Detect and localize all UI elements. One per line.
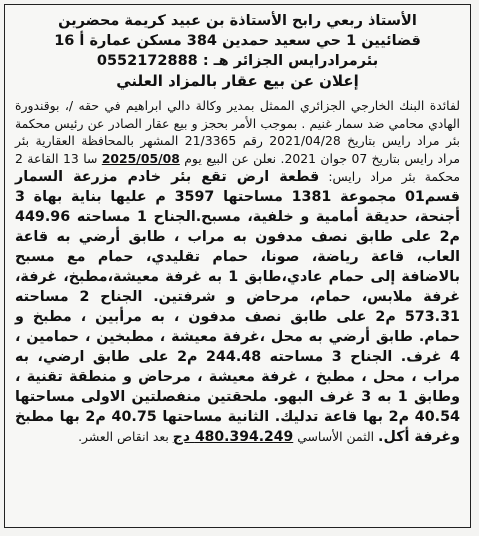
notice-body	[15, 97, 460, 447]
notice-title: إعلان عن بيع عقار بالمزاد العلني	[116, 72, 359, 90]
base-price-value: 480.394.249 دج	[172, 429, 294, 446]
base-price-suffix: بعد انقاص العشر.	[78, 429, 169, 445]
property-description: قطعة ارض تقع بئر خادم مزرعة السمار قسم01 مجموعة 1381 مساحتها 3597 م عليها بناية بهاة 3 أجنحة، حديقة أمامية و خلفية، مسبح.الجناح 1 مساحته 449.96 م2 على طابق نصف مدفون به مراب ، طابق أرضي به قاعة العاب، قاعة رياضة، صونا، حمام تقليدي، حمام مع مسبح بالاضافة إلى حمام عادي،طابق 1 به غرفة معيشة،مطبخ، غرفة، غرفة ملابس، حمام، مرحاض و شرفتين. الجناح 2 مساحته 573.31 م2 على طابق نصف مدفون ، به مرأبين ، مطبخ و حمام. طابق أرضي به محل ،غرفة معيشة ، مطبخين ، حمامين ، 4 غرف. الجناح 3 مساحته 244.48 م2 على طابق ارضي، به مراب ، محل ، مطبخ ، غرفة معيشة ، مرحاض و منطقة تقنية ، وطابق 1 به 3 غرف البهو. ملحقتين منفصلتين الاولى مساحتها 40.54 م2 بها قاعة تدليك. الثانية مساحتها 40.75 م2 بها مطبخ وغرفة أكل.	[15, 169, 460, 446]
base-price-label: الثمن الأساسي	[297, 429, 375, 445]
auction-notice	[4, 4, 471, 528]
sale-hall: سا 13 القاعة 2 محكمة بئر مراد رايس:	[15, 150, 461, 185]
notice-intro: لفائدة البنك الخارجي الجزائري الممثل بمدير وكالة دالي ابراهيم في حقه /، بوقندورة الهادي محامي ضد سمار غنيم . بموجب الأمر بحجز و بيع عقار الصادر عن رئيس محكمة بئر مراد رايس بتاريخ 2021/04/28 رقم 21/3365 المشهر بالمحافظة العقارية بئر مراد رايس بتاريخ 07 جوان 2021. نعلن عن البيع يوم	[15, 98, 461, 166]
bailiffs-address: قضائيين 1 حي سعيد حمدين 384 مسكن عمارة أ 16	[54, 33, 421, 49]
bailiffs-names: الأستاذ ربعي رابح الأستاذة بن عبيد كريمة محضرين	[58, 13, 417, 29]
bailiffs-phone: بئرمرادرايس الجزائر هـ : 0552172888	[96, 53, 379, 69]
notice-header	[15, 11, 460, 91]
sale-date: 2025/05/08	[101, 150, 180, 166]
